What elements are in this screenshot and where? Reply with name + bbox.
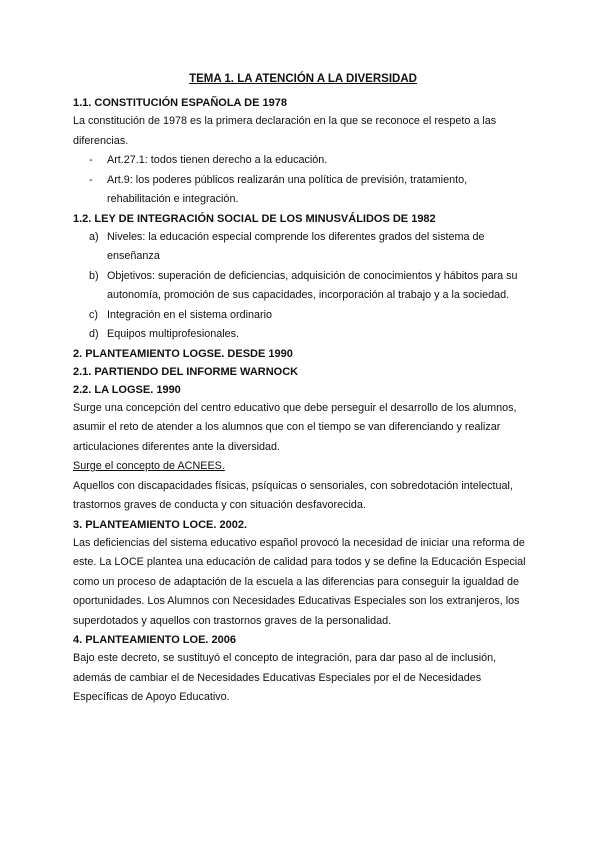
document-content [73, 70, 533, 708]
section-2-2-text-2: Aquellos con discapacidades físicas, psíquicas o sensoriales, con sobredotación intelectual, trastornos graves de conducta y con situación desfavorecida. [73, 479, 513, 511]
list-marker: b) [89, 269, 99, 282]
list-item [89, 228, 533, 267]
list-item-text: Equipos multiprofesionales. [107, 328, 240, 340]
document-title: TEMA 1. LA ATENCIÓN A LA DIVERSIDAD [189, 73, 417, 85]
section-1-1-heading: 1.1. CONSTITUCIÓN ESPAÑOLA DE 1978 [73, 97, 287, 109]
list-item [89, 151, 533, 171]
list-marker: d) [89, 328, 99, 340]
list-item [89, 306, 533, 326]
list-item [89, 267, 533, 306]
section-2-1-heading: 2.1. PARTIENDO DEL INFORME WARNOCK [73, 365, 299, 378]
list-item-text: Art.27.1: todos tienen derecho a la educación. [107, 154, 328, 166]
list-item-text: Niveles: la educación especial comprende los diferentes grados del sistema de enseñanza [107, 230, 485, 262]
list-marker: - [89, 154, 93, 166]
section-3-text: Las deficiencias del sistema educativo español provocó la necesidad de iniciar una reforma de este. La LOCE plantea una educación de calidad para todos y se define la Educación Especial como un proceso de adaptación de la escuela a las diferencias para conseguir la igualdad de oportunidades. Los Alumnos con Necesidades Educativas Especiales son los extranjeros, los superdotados y aquellos con trastornos graves de la personalidad. [73, 536, 526, 627]
section-3-heading: 3. PLANTEAMIENTO LOCE. 2002. [73, 518, 248, 531]
section-4-heading: 4. PLANTEAMIENTO LOE. 2006 [73, 634, 237, 646]
section-2-2-text: Surge una concepción del centro educativo que debe perseguir el desarrollo de los alumnos, asumir el reto de atender a los alumnos que con el tiempo se van diferenciando y realizar articulaciones diferentes ante la diversidad. [73, 401, 517, 453]
section-1-2-heading: 1.2. LEY DE INTEGRACIÓN SOCIAL DE LOS MINUSVÁLIDOS DE 1982 [73, 212, 436, 225]
section-2-heading: 2. PLANTEAMIENTO LOGSE. DESDE 1990 [73, 347, 293, 360]
list-item-text: Objetivos: superación de deficiencias, adquisición de conocimientos y hábitos para su autonomía, promoción de sus capacidades, incorporación al trabajo y a la sociedad. [107, 269, 518, 301]
section-4-text: Bajo este decreto, se sustituyó el concepto de integración, para dar paso al de inclusión, además de cambiar el de Necesidades Educativas Especiales por el de Necesidades Específicas de Apoyo Educativo. [73, 652, 497, 703]
list-item [89, 171, 533, 210]
list-item [89, 325, 533, 345]
list-item-text: Integración en el sistema ordinario [107, 308, 273, 321]
section-1-2-list [73, 228, 533, 345]
list-marker: c) [89, 308, 98, 321]
list-item-text: Art.9: los poderes públicos realizarán una política de previsión, tratamiento, rehabilitación e integración. [107, 173, 468, 205]
list-marker: - [89, 173, 93, 186]
section-1-1-list [73, 151, 533, 210]
section-2-2-acnees-line: Surge el concepto de ACNEES. [73, 460, 225, 472]
list-marker: a) [89, 230, 99, 243]
section-2-2-heading: 2.2. LA LOGSE. 1990 [73, 383, 181, 396]
section-1-1-text: La constitución de 1978 es la primera declaración en la que se reconoce el respeto a las diferencias. [73, 115, 497, 147]
